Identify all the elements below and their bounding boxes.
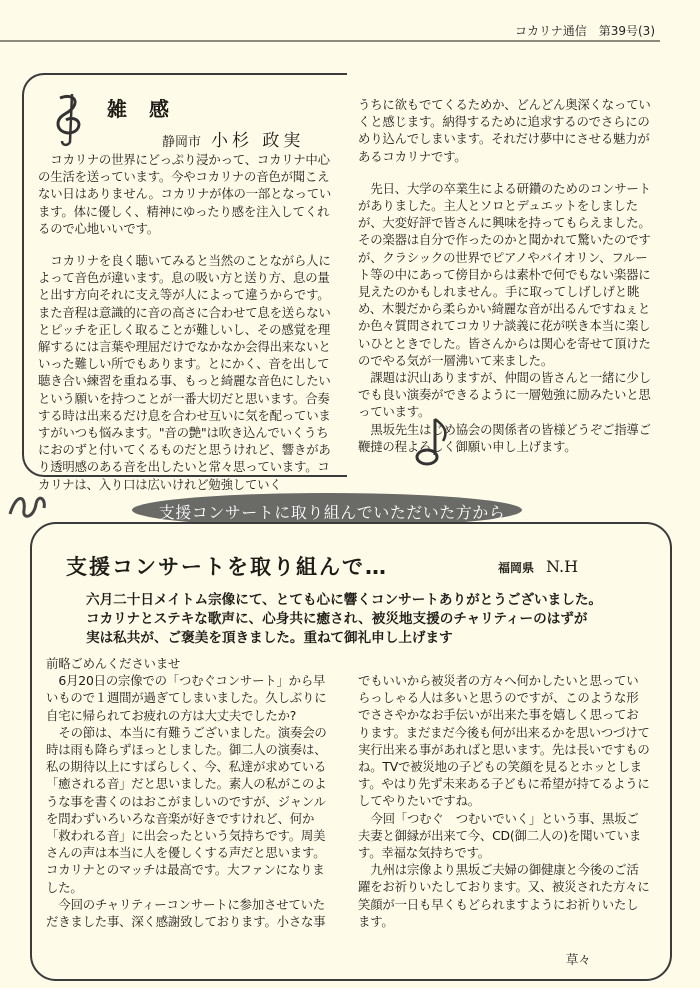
article1-right-column xyxy=(358,96,656,455)
article1-author-city: 静岡市 xyxy=(162,135,202,150)
article2-left-paragraph: 6月20日の宗像での「つむぐコンサート」から早いもので１週間が過ぎてしまいました。久しぶりに自宅に帰られてお疲れの方は大丈夫でしたか? xyxy=(46,673,327,723)
article2-author-name: N.H xyxy=(546,557,579,576)
article2-right-paragraph: 今回「つむぐ つむいでいく」という事、黒坂ご夫妻と御縁が出来て今、CD(御二人の)を聞いています。幸福な気持ちです。 xyxy=(358,810,642,861)
article2-signature: 草々 xyxy=(566,952,591,967)
article1-author xyxy=(162,126,304,151)
article1-left-paragraph: コカリナの世界にどっぷり浸かって、コカリナ中心の生活を送っています。今やコカリナの音色が聞こえない日はありません。コカリナが体の一部となっています。体に優しく、精神にゆったり感を注入してくれるので心地いいです。 xyxy=(38,152,332,236)
article2-left-column xyxy=(46,655,336,930)
article2-right-paragraph: でもいいから被災者の方々へ何かしたいと思っていらっしゃる人は多いと思うのですが、このような形でささやかなお手伝いが出来た事を嬉しく思っております。まだまだ今後も何が出来るかを思いつづけて実行出来る事があればと思います。先は長いですものね。TVで被災地の子どもの笑顔を見るとホッとします。やはり先ず未来ある子どもに希望が持てるようにしてやりたいですね。 xyxy=(358,673,650,809)
treble-clef-icon xyxy=(48,90,96,148)
article1-title: 雑感 xyxy=(107,97,191,121)
article2-left-paragraph: その節は、本当に有難うございました。演奏会の時は雨も降らずほっとしました。御二人の演奏は、私の期待以上にすばらしく、今、私達が求めている「癒される音」だと思いました。素人の私がこのような事を書くのはおこがましいのですが、ジャンルを問わずいろいろな音楽が好きですけれど、何か「救われる音」に出会ったという気持ちです。周美さんの声は本当に人を優しくする声だと思います。コカリナとのマッチは最高です。大ファンになりました。 xyxy=(46,724,327,895)
section-banner-text: 支援コンサートに取り組んでいただいた方から xyxy=(158,503,506,522)
article2-greeting: 前略ごめんくださいませ xyxy=(46,656,181,671)
article1-left-paragraph: コカリナを良く聴いてみると当然のことながら人によって音色が違います。息の吸い方と送り方、息の量と出す方向それに支え等が人によって違うからです。また音程は意識的に音の高さに合わせて息を送らないとピッチを正しく取ることが難しいし、その感覚を理解するには言葉や理屈だけでなかなか会得出来ないといった難しい所でもあります。とにかく、音を出して聴き合い練習を重ねる事、もっと綺麗な音色にしたいという願いを持つことが一番大切だと思います。合奏する時は出来るだけ息を合わせ互いに気を配っていますがいつも悩みます。"音の艶"は吹き込んでいくうちにおのずと付いてくるものだと思うけれど、響きがあり透明感のある音を出したいと常々思っています。コカリナは、入り口は広いけれど勉強していく xyxy=(38,253,331,492)
article2-author xyxy=(498,557,578,576)
lead-line: 実は私共が、ご褒美を頂きました。重ねて御礼申し上げます xyxy=(86,630,453,646)
article2-left-paragraph: 今回のチャリティーコンサートに参加させていただきました事、深く感謝致しております。小さな事 xyxy=(46,896,326,930)
article2-title: 支援コンサートを取り組んで… xyxy=(66,555,388,579)
header-text: コカリナ通信 第39号(3) xyxy=(514,24,655,38)
article1-author-name: 小杉 政実 xyxy=(211,131,305,151)
lead-line: コカリナとステキな歌声に、心身共に癒され、被災地支援のチャリティーのはずが xyxy=(86,611,588,627)
article2-lead xyxy=(86,591,602,648)
article1-right-paragraph: 先日、大学の卒業生による研鑽のためのコンサートがありました。主人とソロとデュエットをしましたが、大変好評で皆さんに興味を持ってもらえました。その楽器は自分で作ったのかと聞かれて驚いたのですが、クラシックの世界でピアノやバイオリン、フルート等の中にあって傍目からは素朴で何でもない楽器に見えたのかもしれません。手に取ってしげしげと眺め、木製だから柔らかい綺麗な音が出るんですねぇとか色々質問されてコカリナ談義に花が咲き本当に楽しいひとときでした。皆さんからは関心を寄せて頂けたのでやる気が一層沸いて来ました。 xyxy=(358,180,651,368)
article2-author-pref: 福岡県 xyxy=(498,561,535,575)
article1-right-paragraph: 黒坂先生はじめ協会の関係者の皆様どうぞご指導ご鞭撻の程よろしく御願い申し上げます。 xyxy=(358,421,651,454)
lead-line: 六月二十日メイトム宗像にて、とても心に響くコンサートありがとうございました。 xyxy=(86,592,603,608)
music-note-icon xyxy=(405,415,451,475)
article2-right-column xyxy=(358,672,650,930)
article1-right-paragraph: うちに欲もでてくるためか、どんどん奥深くなっていくと感じます。納得するために追求するのでさらにのめり込んでしまいます。それだけ夢中にさせる魅力があるコカリナです。 xyxy=(358,97,651,164)
article1-right-paragraph: 課題は沢山ありますが、仲間の皆さんと一緒に少しでも良い演奏ができるように一層勉強に励みたいと思っています。 xyxy=(358,370,651,420)
header-rule xyxy=(0,40,660,42)
swirl-decoration-icon xyxy=(6,490,48,524)
article2-right-paragraph: 九州は宗像より黒坂ご夫婦の御健康と今後のご活躍をお祈りいたしております。又、被災された方々に笑顔が一日も早くもどられますようにお祈りいたします。 xyxy=(358,862,650,929)
article1-left-column xyxy=(38,151,332,493)
page-header xyxy=(0,0,700,40)
